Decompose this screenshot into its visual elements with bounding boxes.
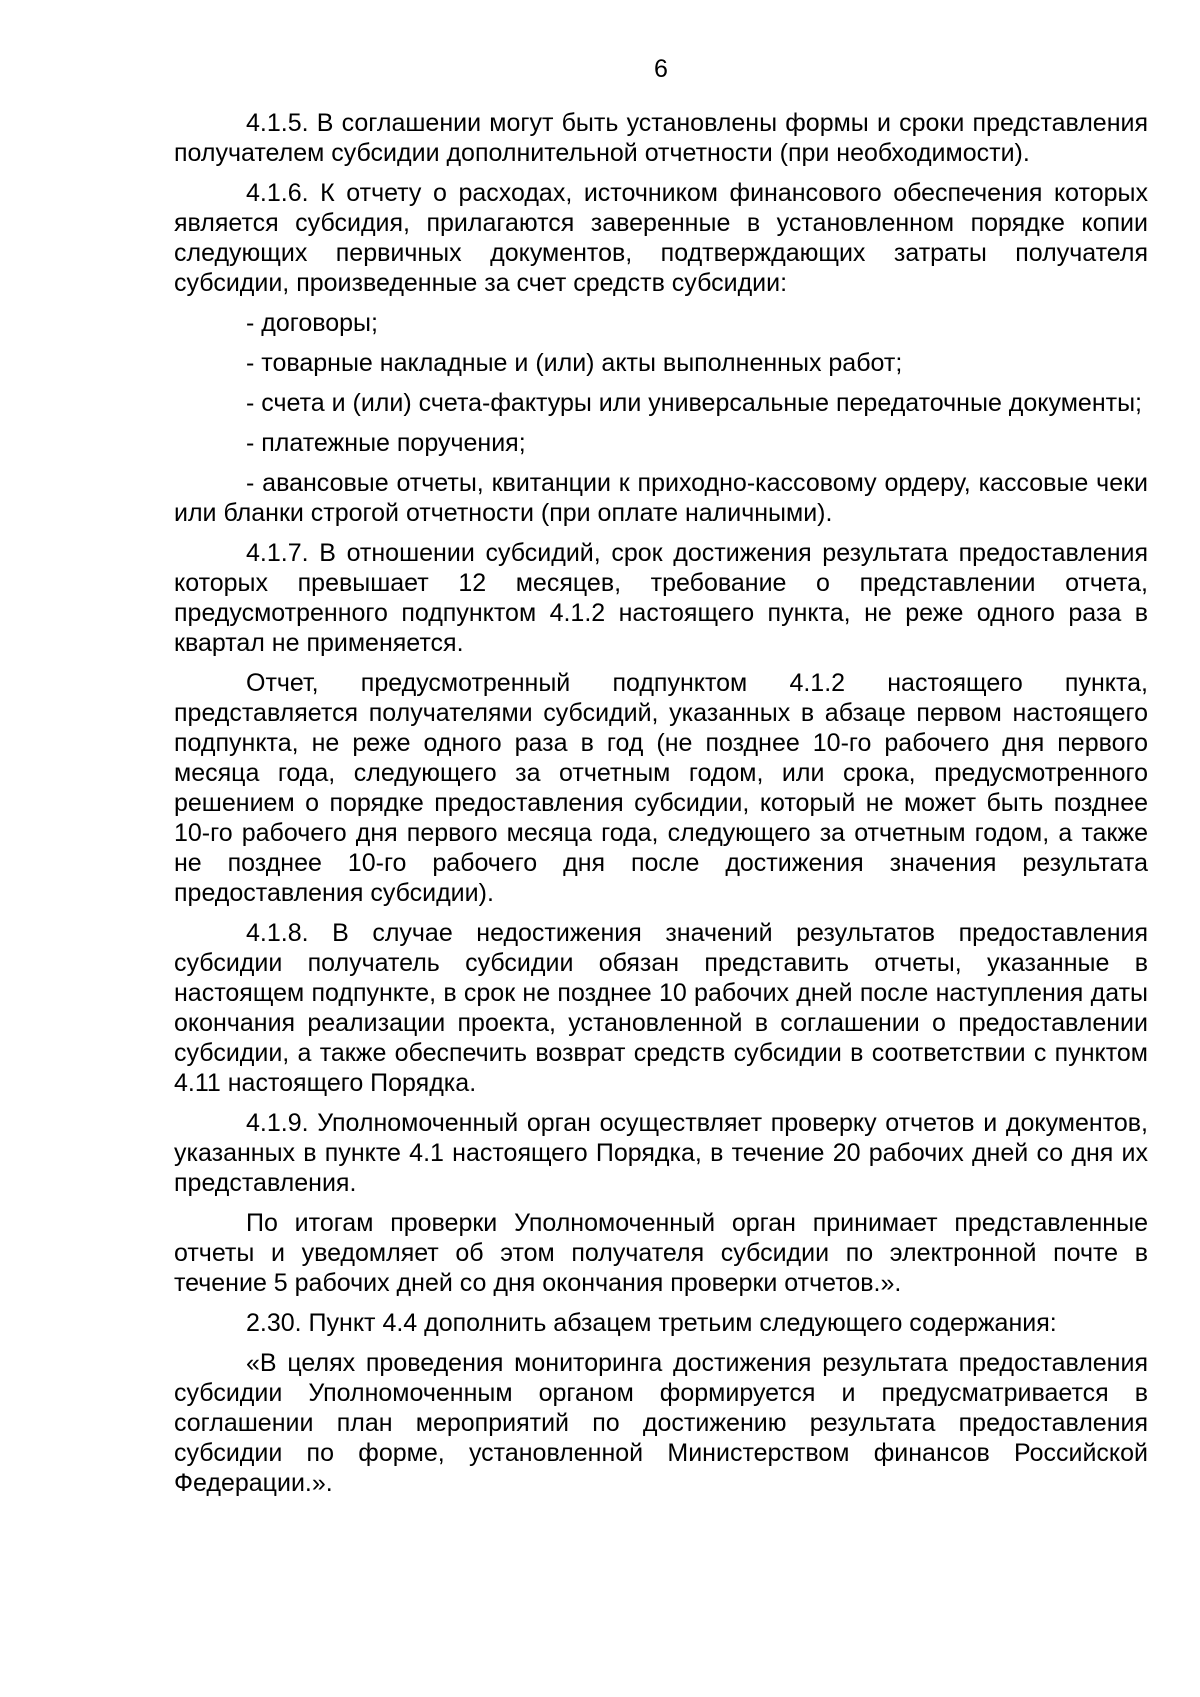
paragraph-report-annual: Отчет, предусмотренный подпунктом 4.1.2 настоящего пункта, представляется получателями субсидий, указанных в абзаце первом настоящего подпункта, не реже одного раза в год (не позднее 10-го рабочего дня первого месяца года, следующего за отчетным годом, или срока, предусмотренного решением о порядке предоставления субсидии, который не может быть позднее 10-го рабочего дня первого месяца года, следующего за отчетным годом, а также не позднее 10-го рабочего дня после достижения значения результата предоставления субсидии).	[174, 669, 1148, 907]
list-item-waybills: - товарные накладные и (или) акты выполненных работ;	[246, 349, 903, 377]
paragraph-4-1-7: 4.1.7. В отношении субсидий, срок достижения результата предоставления которых превышает 12 месяцев, требование о представлении отчета, предусмотренного подпунктом 4.1.2 настоящего пункта, не реже одного раза в квартал не применяется.	[174, 539, 1148, 657]
paragraph-monitoring-plan: «В целях проведения мониторинга достижения результата предоставления субсидии Уполномоченным органом формируется и предусматривается в соглашении план мероприятий по достижению результата предоставления субсидии по форме, установленной Министерством финансов Российской Федерации.».	[174, 1349, 1148, 1497]
paragraph-4-1-9: 4.1.9. Уполномоченный орган осуществляет проверку отчетов и документов, указанных в пункте 4.1 настоящего Порядка, в течение 20 рабочих дней со дня их представления.	[174, 1109, 1148, 1197]
list-item-invoices: - счета и (или) счета-фактуры или универсальные передаточные документы;	[246, 389, 1142, 417]
page-number: 6	[654, 55, 668, 83]
paragraph-4-1-5: 4.1.5. В соглашении могут быть установлены формы и сроки представления получателем субсидии дополнительной отчетности (при необходимости).	[174, 109, 1148, 167]
paragraph-2-30: 2.30. Пункт 4.4 дополнить абзацем третьим следующего содержания:	[246, 1309, 1057, 1337]
paragraph-4-1-8: 4.1.8. В случае недостижения значений результатов предоставления субсидии получатель субсидии обязан представить отчеты, указанные в настоящем подпункте, в срок не позднее 10 рабочих дней после наступления даты окончания реализации проекта, установленной в соглашении о предоставлении субсидии, а также обеспечить возврат средств субсидии в соответствии с пунктом 4.11 настоящего Порядка.	[174, 919, 1148, 1097]
list-item-advance-reports: - авансовые отчеты, квитанции к приходно-кассовому ордеру, кассовые чеки или бланки строгой отчетности (при оплате наличными).	[174, 469, 1148, 527]
paragraph-verification-results: По итогам проверки Уполномоченный орган принимает представленные отчеты и уведомляет об этом получателя субсидии по электронной почте в течение 5 рабочих дней со дня окончания проверки отчетов.».	[174, 1209, 1148, 1297]
list-item-payment-orders: - платежные поручения;	[246, 429, 526, 457]
paragraph-4-1-6: 4.1.6. К отчету о расходах, источником финансового обеспечения которых является субсидия, прилагаются заверенные в установленном порядке копии следующих первичных документов, подтверждающих затраты получателя субсидии, произведенные за счет средств субсидии:	[174, 179, 1148, 297]
list-item-contracts: - договоры;	[246, 309, 378, 337]
